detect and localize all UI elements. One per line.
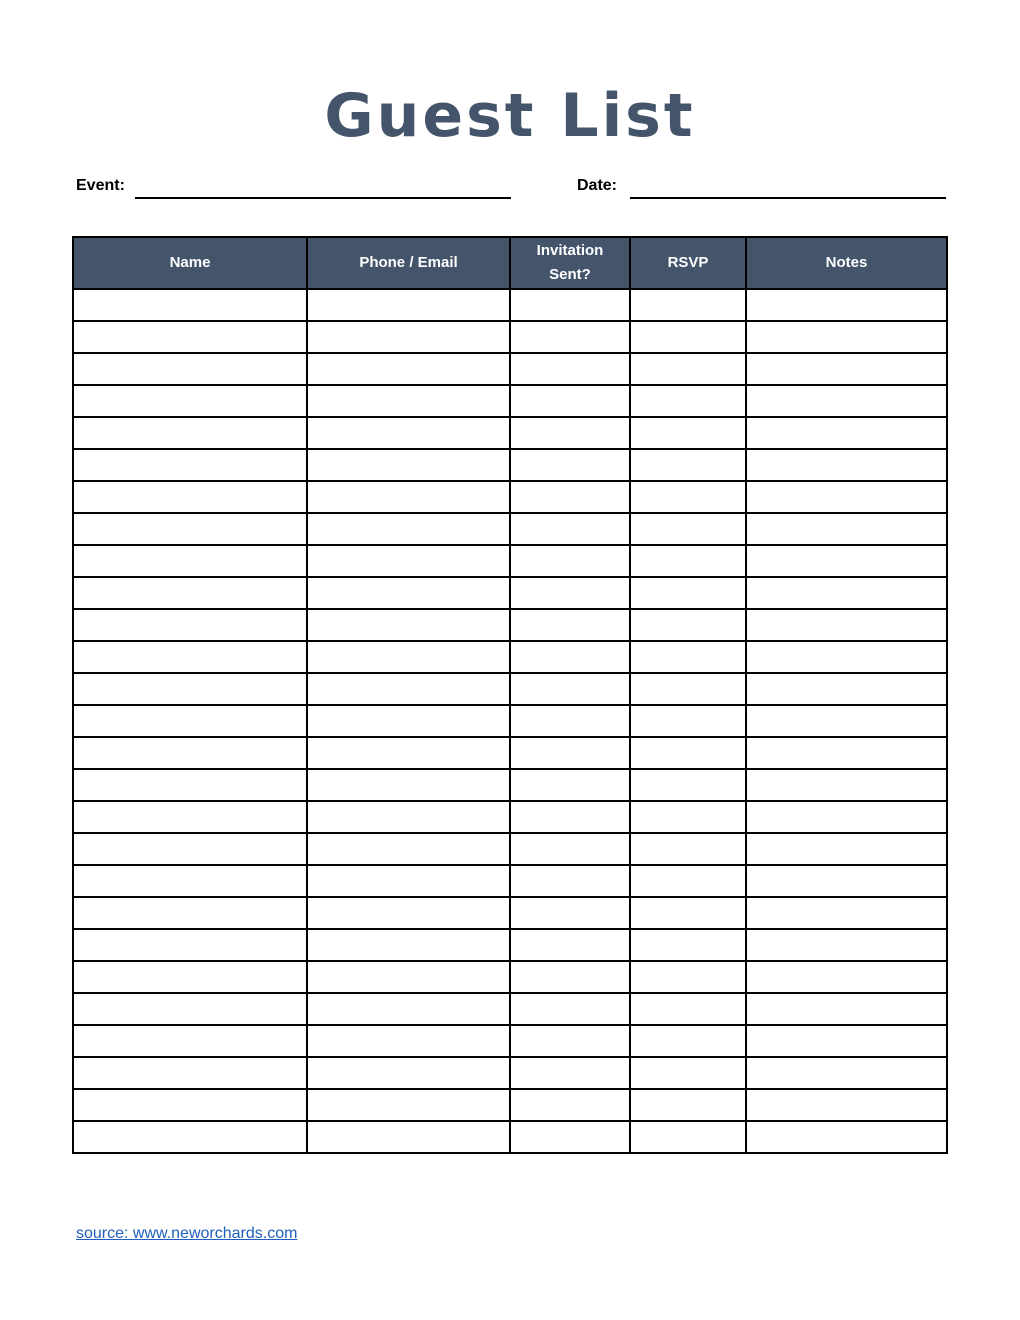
column-header-name: Name — [73, 237, 307, 289]
table-row — [73, 705, 947, 737]
phone-email-cell[interactable] — [307, 609, 510, 641]
invitation-sent-cell[interactable] — [510, 385, 630, 417]
invitation-sent-cell[interactable] — [510, 1121, 630, 1153]
rsvp-cell[interactable] — [630, 481, 746, 513]
rsvp-cell[interactable] — [630, 737, 746, 769]
notes-cell[interactable] — [746, 1089, 947, 1121]
invitation-sent-cell[interactable] — [510, 641, 630, 673]
phone-email-cell[interactable] — [307, 993, 510, 1025]
rsvp-cell[interactable] — [630, 929, 746, 961]
phone-email-cell[interactable] — [307, 929, 510, 961]
invitation-sent-cell[interactable] — [510, 609, 630, 641]
rsvp-cell[interactable] — [630, 673, 746, 705]
notes-cell[interactable] — [746, 961, 947, 993]
name-cell[interactable] — [73, 385, 307, 417]
rsvp-cell[interactable] — [630, 833, 746, 865]
notes-cell[interactable] — [746, 513, 947, 545]
table-row — [73, 353, 947, 385]
name-cell[interactable] — [73, 833, 307, 865]
notes-cell[interactable] — [746, 641, 947, 673]
notes-cell[interactable] — [746, 417, 947, 449]
column-header-notes: Notes — [746, 237, 947, 289]
phone-email-cell[interactable] — [307, 417, 510, 449]
phone-email-cell[interactable] — [307, 801, 510, 833]
phone-email-cell[interactable] — [307, 545, 510, 577]
rsvp-cell[interactable] — [630, 993, 746, 1025]
invitation-sent-cell[interactable] — [510, 417, 630, 449]
phone-email-cell[interactable] — [307, 1121, 510, 1153]
table-row — [73, 609, 947, 641]
invitation-sent-cell[interactable] — [510, 833, 630, 865]
table-row — [73, 993, 947, 1025]
notes-cell[interactable] — [746, 769, 947, 801]
name-cell[interactable] — [73, 417, 307, 449]
table-row — [73, 897, 947, 929]
name-cell[interactable] — [73, 641, 307, 673]
guest-table — [72, 236, 948, 1154]
name-cell[interactable] — [73, 449, 307, 481]
table-row — [73, 417, 947, 449]
invitation-sent-cell[interactable] — [510, 1089, 630, 1121]
name-cell[interactable] — [73, 769, 307, 801]
notes-cell[interactable] — [746, 737, 947, 769]
invitation-sent-cell[interactable] — [510, 897, 630, 929]
rsvp-cell[interactable] — [630, 417, 746, 449]
rsvp-cell[interactable] — [630, 801, 746, 833]
table-row — [73, 289, 947, 321]
rsvp-cell[interactable] — [630, 353, 746, 385]
notes-cell[interactable] — [746, 673, 947, 705]
rsvp-cell[interactable] — [630, 1025, 746, 1057]
name-cell[interactable] — [73, 801, 307, 833]
invitation-sent-cell[interactable] — [510, 993, 630, 1025]
name-cell[interactable] — [73, 577, 307, 609]
phone-email-cell[interactable] — [307, 513, 510, 545]
phone-email-cell[interactable] — [307, 897, 510, 929]
table-row — [73, 1121, 947, 1153]
name-cell[interactable] — [73, 673, 307, 705]
name-cell[interactable] — [73, 513, 307, 545]
table-row — [73, 737, 947, 769]
invitation-sent-cell[interactable] — [510, 673, 630, 705]
table-row — [73, 641, 947, 673]
date-label: Date: — [577, 177, 618, 194]
notes-cell[interactable] — [746, 801, 947, 833]
invitation-sent-cell[interactable] — [510, 1057, 630, 1089]
column-header-rsvp: RSVP — [630, 237, 746, 289]
notes-cell[interactable] — [746, 321, 947, 353]
event-label: Event: — [76, 177, 125, 194]
name-cell[interactable] — [73, 289, 307, 321]
table-header-row — [73, 237, 947, 289]
notes-cell[interactable] — [746, 609, 947, 641]
notes-cell[interactable] — [746, 449, 947, 481]
table-row — [73, 1025, 947, 1057]
rsvp-cell[interactable] — [630, 513, 746, 545]
table-row — [73, 1089, 947, 1121]
phone-email-cell[interactable] — [307, 1057, 510, 1089]
notes-cell[interactable] — [746, 833, 947, 865]
name-cell[interactable] — [73, 961, 307, 993]
name-cell[interactable] — [73, 1121, 307, 1153]
invitation-sent-cell[interactable] — [510, 801, 630, 833]
notes-cell[interactable] — [746, 577, 947, 609]
invitation-sent-cell[interactable] — [510, 321, 630, 353]
phone-email-cell[interactable] — [307, 641, 510, 673]
name-cell[interactable] — [73, 481, 307, 513]
table-row — [73, 513, 947, 545]
rsvp-cell[interactable] — [630, 1121, 746, 1153]
table-row — [73, 577, 947, 609]
rsvp-cell[interactable] — [630, 289, 746, 321]
source-link[interactable]: source: www.neworchards.com — [76, 1225, 298, 1242]
table-row — [73, 769, 947, 801]
name-cell[interactable] — [73, 897, 307, 929]
invitation-sent-cell[interactable] — [510, 1025, 630, 1057]
invitation-sent-cell[interactable] — [510, 513, 630, 545]
invitation-sent-cell[interactable] — [510, 737, 630, 769]
invitation-sent-cell[interactable] — [510, 545, 630, 577]
notes-cell[interactable] — [746, 1025, 947, 1057]
table-row — [73, 929, 947, 961]
date-field-line[interactable] — [630, 197, 946, 199]
table-row — [73, 481, 947, 513]
table-row — [73, 1057, 947, 1089]
phone-email-cell[interactable] — [307, 353, 510, 385]
name-cell[interactable] — [73, 321, 307, 353]
notes-cell[interactable] — [746, 929, 947, 961]
invitation-sent-cell[interactable] — [510, 449, 630, 481]
column-header-phone-email: Phone / Email — [307, 237, 510, 289]
invitation-sent-cell[interactable] — [510, 961, 630, 993]
rsvp-cell[interactable] — [630, 865, 746, 897]
invitation-sent-cell[interactable] — [510, 353, 630, 385]
rsvp-cell[interactable] — [630, 705, 746, 737]
name-cell[interactable] — [73, 1025, 307, 1057]
table-row — [73, 545, 947, 577]
phone-email-cell[interactable] — [307, 321, 510, 353]
rsvp-cell[interactable] — [630, 1089, 746, 1121]
table-row — [73, 833, 947, 865]
name-cell[interactable] — [73, 705, 307, 737]
name-cell[interactable] — [73, 609, 307, 641]
rsvp-cell[interactable] — [630, 609, 746, 641]
phone-email-cell[interactable] — [307, 449, 510, 481]
rsvp-cell[interactable] — [630, 1057, 746, 1089]
invitation-sent-cell[interactable] — [510, 705, 630, 737]
invitation-sent-cell[interactable] — [510, 865, 630, 897]
phone-email-cell[interactable] — [307, 385, 510, 417]
invitation-sent-cell[interactable] — [510, 289, 630, 321]
phone-email-cell[interactable] — [307, 705, 510, 737]
column-header-invitation-sent: Invitation Sent? — [510, 237, 630, 289]
invitation-sent-cell[interactable] — [510, 481, 630, 513]
table-row — [73, 801, 947, 833]
name-cell[interactable] — [73, 993, 307, 1025]
table-row — [73, 673, 947, 705]
name-cell[interactable] — [73, 1057, 307, 1089]
notes-cell[interactable] — [746, 545, 947, 577]
table-row — [73, 865, 947, 897]
invitation-sent-cell[interactable] — [510, 577, 630, 609]
rsvp-cell[interactable] — [630, 449, 746, 481]
rsvp-cell[interactable] — [630, 577, 746, 609]
invitation-sent-cell[interactable] — [510, 769, 630, 801]
notes-cell[interactable] — [746, 1121, 947, 1153]
phone-email-cell[interactable] — [307, 961, 510, 993]
rsvp-cell[interactable] — [630, 641, 746, 673]
phone-email-cell[interactable] — [307, 769, 510, 801]
rsvp-cell[interactable] — [630, 897, 746, 929]
notes-cell[interactable] — [746, 1057, 947, 1089]
page-title: Guest List — [324, 81, 696, 151]
rsvp-cell[interactable] — [630, 961, 746, 993]
rsvp-cell[interactable] — [630, 385, 746, 417]
rsvp-cell[interactable] — [630, 769, 746, 801]
notes-cell[interactable] — [746, 897, 947, 929]
name-cell[interactable] — [73, 1089, 307, 1121]
notes-cell[interactable] — [746, 481, 947, 513]
table-row — [73, 961, 947, 993]
phone-email-cell[interactable] — [307, 289, 510, 321]
phone-email-cell[interactable] — [307, 833, 510, 865]
phone-email-cell[interactable] — [307, 1025, 510, 1057]
name-cell[interactable] — [73, 737, 307, 769]
table-row — [73, 321, 947, 353]
notes-cell[interactable] — [746, 353, 947, 385]
notes-cell[interactable] — [746, 865, 947, 897]
table-row — [73, 449, 947, 481]
phone-email-cell[interactable] — [307, 481, 510, 513]
notes-cell[interactable] — [746, 993, 947, 1025]
name-cell[interactable] — [73, 353, 307, 385]
rsvp-cell[interactable] — [630, 321, 746, 353]
phone-email-cell[interactable] — [307, 737, 510, 769]
name-cell[interactable] — [73, 929, 307, 961]
rsvp-cell[interactable] — [630, 545, 746, 577]
notes-cell[interactable] — [746, 385, 947, 417]
table-row — [73, 385, 947, 417]
phone-email-cell[interactable] — [307, 577, 510, 609]
notes-cell[interactable] — [746, 289, 947, 321]
notes-cell[interactable] — [746, 705, 947, 737]
name-cell[interactable] — [73, 545, 307, 577]
event-field-line[interactable] — [135, 197, 511, 199]
name-cell[interactable] — [73, 865, 307, 897]
invitation-sent-cell[interactable] — [510, 929, 630, 961]
phone-email-cell[interactable] — [307, 673, 510, 705]
phone-email-cell[interactable] — [307, 1089, 510, 1121]
phone-email-cell[interactable] — [307, 865, 510, 897]
